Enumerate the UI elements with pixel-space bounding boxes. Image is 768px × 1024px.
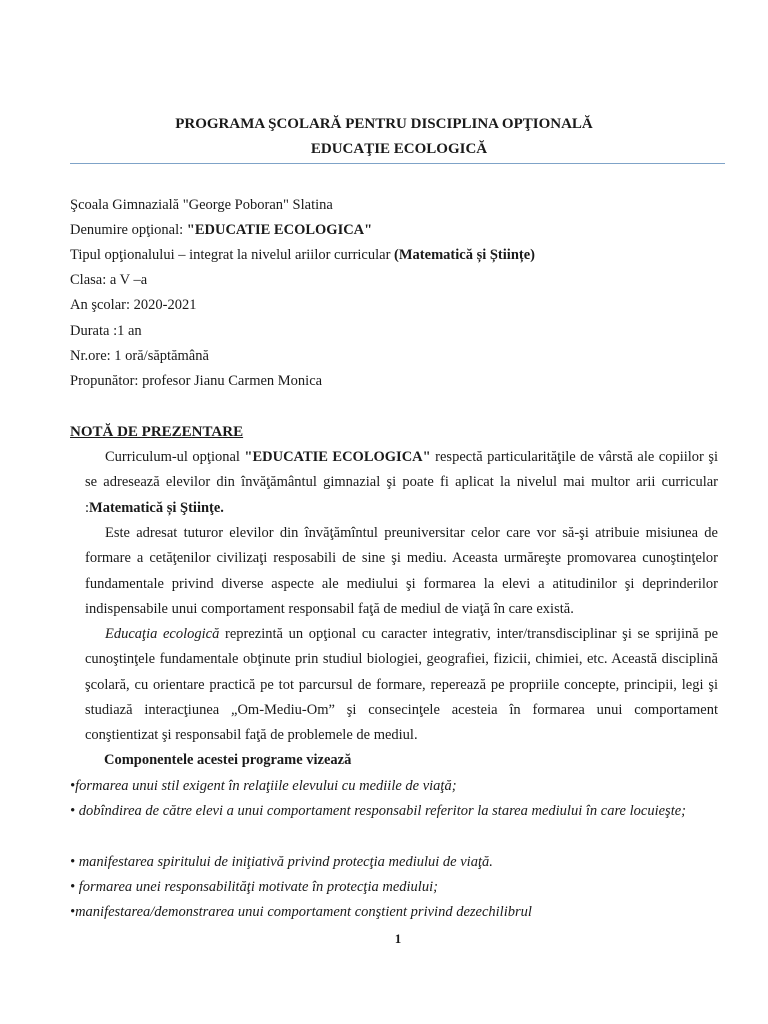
optional-name-value: "EDUCATIE ECOLOGICA" [186,222,373,238]
school-name: Şcoala Gimnazială "George Poboran" Slatina [70,197,333,213]
paragraph-1: Curriculum-ul opţional "EDUCATIE ECOLOGICA" respectă particularităţile de vârstă ale copiilor şi se adresează elevilor din învăţământul gimnazial şi poate fi aplicat la nivelul mai multor arii curricular :Matematică și Ştiinţe. [85,449,718,516]
component-item: • formarea unei responsabilităţi motivate în protecţia mediului; [70,879,438,895]
component-item: •formarea unui stil exigent în relaţiile elevului cu mediile de viaţă; [70,778,457,794]
document-subtitle: EDUCAŢIE ECOLOGICĂ [310,141,488,157]
optional-type-label: Tipul opţionalului – integrat la nivelul ariilor curricular [70,247,395,263]
section-heading-nota: NOTĂ DE PREZENTARE [70,424,244,440]
optional-name-label: Denumire opţional: [70,222,187,238]
school-year-line: An şcolar: 2020-2021 [70,297,197,313]
component-item: •manifestarea/demonstrarea unui comportament conştient privind dezechilibrul [70,904,532,920]
paragraph-2: Este adresat tuturor elevilor din învăţămîntul preuniversitar celor care vor să-şi atribuie misiunea de formare a cetăţenilor civilizaţi resposabili de sine şi mediu. Aceasta urmăreşte promovarea cunoştinţelor fundamentale privind diverse aspecte ale mediului şi formarea la elevi a atitudinilor şi deprinderilor indispensabile unui comportament responsabil faţă de mediul de viaţă în care există. [85,525,718,617]
proposer-line: Propunător: profesor Jianu Carmen Monica [70,373,323,389]
optional-type-line [70,247,535,264]
paragraph-3: Educaţia ecologică reprezintă un opţional cu caracter integrativ, inter/transdisciplinar şi se sprijină pe cunoştinţele fundamentale obţinute prin studiul biologiei, geografiei, fizicii, chimiei, etc. Această disciplină şcolară, cu orientare practică pe tot parcursul de formare, reperează pe propriile concepte, principii, legi şi studiază interacţiunea „Om-Mediu-Om” şi consecinţele acesteia în formarea unui comportament conştientizat şi responsabil faţă de problemele de mediul. [85,626,719,744]
components-heading: Componentele acestei programe vizează [104,752,352,768]
title-underline-rule [70,163,725,164]
class-line: Clasa: a V –a [70,272,148,288]
optional-name-line [70,222,372,239]
optional-type-value: (Matematică și Științe) [394,247,535,263]
component-item: • dobîndirea de către elevi a unui comportament responsabil referitor la starea mediului în care locuieşte; [70,803,686,819]
duration-line: Durata :1 an [70,323,142,339]
hours-line: Nr.ore: 1 oră/săptămână [70,348,209,364]
document-title: PROGRAMA ŞCOLARĂ PENTRU DISCIPLINA OPŢIONALĂ [175,116,593,132]
component-item: • manifestarea spiritului de iniţiativă privind protecţia mediului de viaţă. [70,854,493,870]
page-number: 1 [394,931,402,946]
